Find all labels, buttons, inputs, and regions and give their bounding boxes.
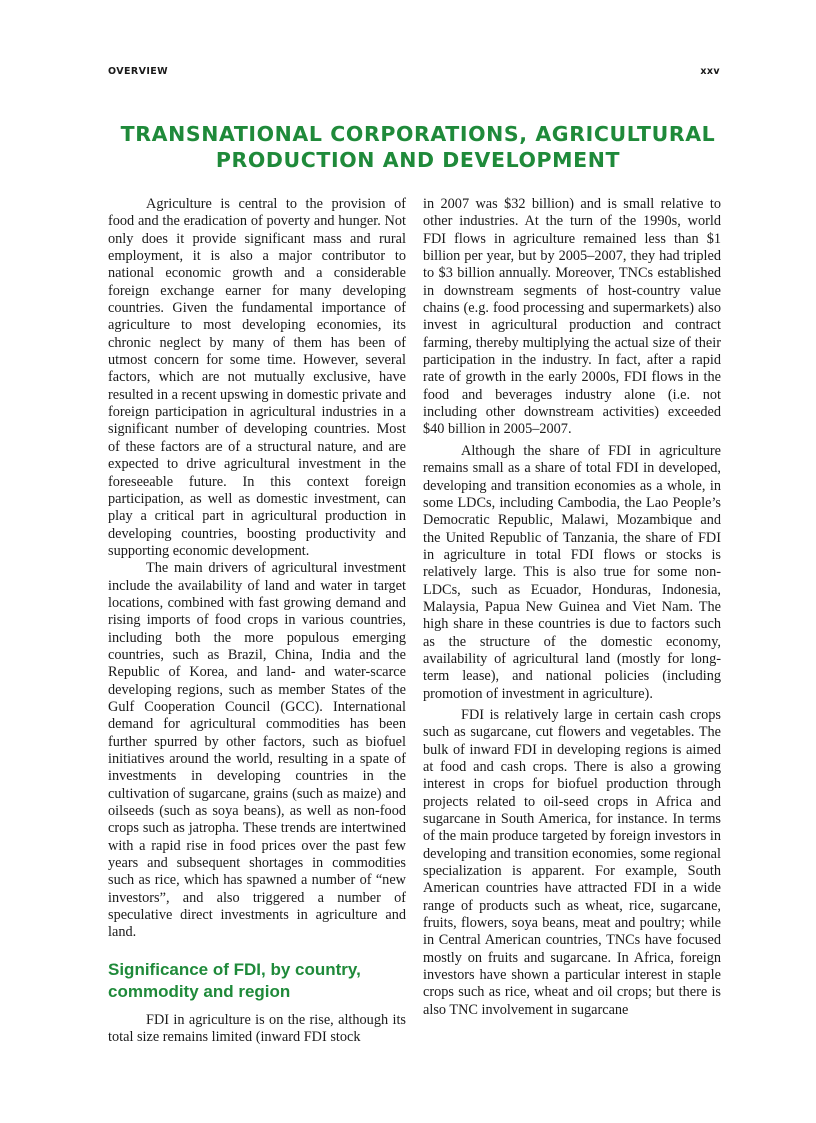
body-paragraph: Although the share of FDI in agriculture remains small as a share of total FDI in developed, developing and transition economies as a whole, in some LDCs, including Cambodia, the Lao People’s Democratic Republic, Malawi, Mozambique and the United Republic of Tanzania, the share of FDI in agriculture in total FDI flows or stocks is relatively large. This is also true for some non-LDCs, such as Ecuador, Honduras, Indonesia, Malaysia, Papua New Guinea and Viet Nam. The high share in these countries is due to factors such as the structure of the domestic economy, availability of agricultural land (mostly for long-term lease), and national policies (including promotion of investment in agriculture). <box>423 442 721 702</box>
body-paragraph: FDI is relatively large in certain cash crops such as sugarcane, cut flowers and vegetables. The bulk of inward FDI in developing regions is aimed at food and cash crops. There is also a growing interest in crops for biofuel production through projects related to oil-seed crops in Africa and sugarcane in South America, for instance. In terms of the main produce targeted by foreign investors in developing and transition economies, some regional specialization is apparent. For example, South American countries have attracted FDI in a wide range of products such as wheat, rice, sugarcane, fruits, flowers, soya beans, meat and poultry; while in Central American countries, TNCs have focused mostly on fruits and sugarcane. In Africa, foreign investors have shown a particular interest in staple crops such as rice, wheat and oil crops; but there is also TNC involvement in sugarcane <box>423 706 721 1018</box>
right-column <box>423 196 721 1019</box>
body-paragraph: FDI in agriculture is on the rise, although its total size remains limited (inward FDI stock <box>108 1011 406 1046</box>
body-paragraph: Agriculture is central to the provision of food and the eradication of poverty and hunger. Not only does it provide significant mass and rural employment, it is also a major contributor to national economic growth and a considerable foreign exchange earner for many developing countries. Given the fundamental importance of agriculture to most developing economies, its chronic neglect by many of them has been of utmost concern for some time. However, several factors, which are not mutually exclusive, have resulted in a recent upswing in domestic private and foreign participation in agricultural industries in a significant number of developing countries. Most of these factors are of a structural nature, and are expected to drive agricultural investment in the foreseeable future. In this context foreign participation, as well as domestic investment, can play a critical part in agricultural production in developing countries, boosting productivity and supporting economic development. <box>108 196 406 559</box>
left-column <box>108 196 406 1046</box>
body-paragraph-continuation: in 2007 was $32 billion) and is small relative to other industries. At the turn of the 1990s, world FDI flows in agriculture remained less than $1 billion per year, but by 2005–2007, they had tripled to $3 billion annually. Moreover, TNCs established in downstream segments of host-country value chains (e.g. food processing and supermarkets) also invest in agricultural production and contract farming, thereby multiplying the actual size of their participation in the industry. In fact, after a rapid rate of growth in the early 2000s, FDI flows in the food and beverages industry alone (i.e. not including other downstream activities) exceeded $40 billion in 2005–2007. <box>423 196 721 438</box>
running-head-section: OVERVIEW <box>108 66 169 77</box>
section-subheading: Significance of FDI, by country, commodity and region <box>108 959 361 1001</box>
title-line-1: TRANSNATIONAL CORPORATIONS, AGRICULTURAL <box>120 122 716 146</box>
body-paragraph: The main drivers of agricultural investment include the availability of land and water in target locations, combined with fast growing demand and rising imports of food crops in various countries, including both the more populous emerging countries, such as Brazil, China, India and the Republic of Korea, and land- and water-scarce developing regions, such as member States of the Gulf Cooperation Council (GCC). International demand for agricultural commodities has been further spurred by other factors, such as biofuel initiatives around the world, resulting in a spate of investments in developing countries in the cultivation of sugarcane, grains (such as maize) and oilseeds (such as soya beans), as well as non-food crops such as jatropha. These trends are intertwined with a rapid rise in food prices over the past few years and subsequent shortages in commodities such as rice, which has spawned a number of “new investors”, and also triggered a number of speculative direct investments in agriculture and land. <box>108 560 406 941</box>
page-title <box>60 121 776 173</box>
title-line-2: PRODUCTION AND DEVELOPMENT <box>215 148 621 172</box>
page-number: xxv <box>700 66 720 77</box>
